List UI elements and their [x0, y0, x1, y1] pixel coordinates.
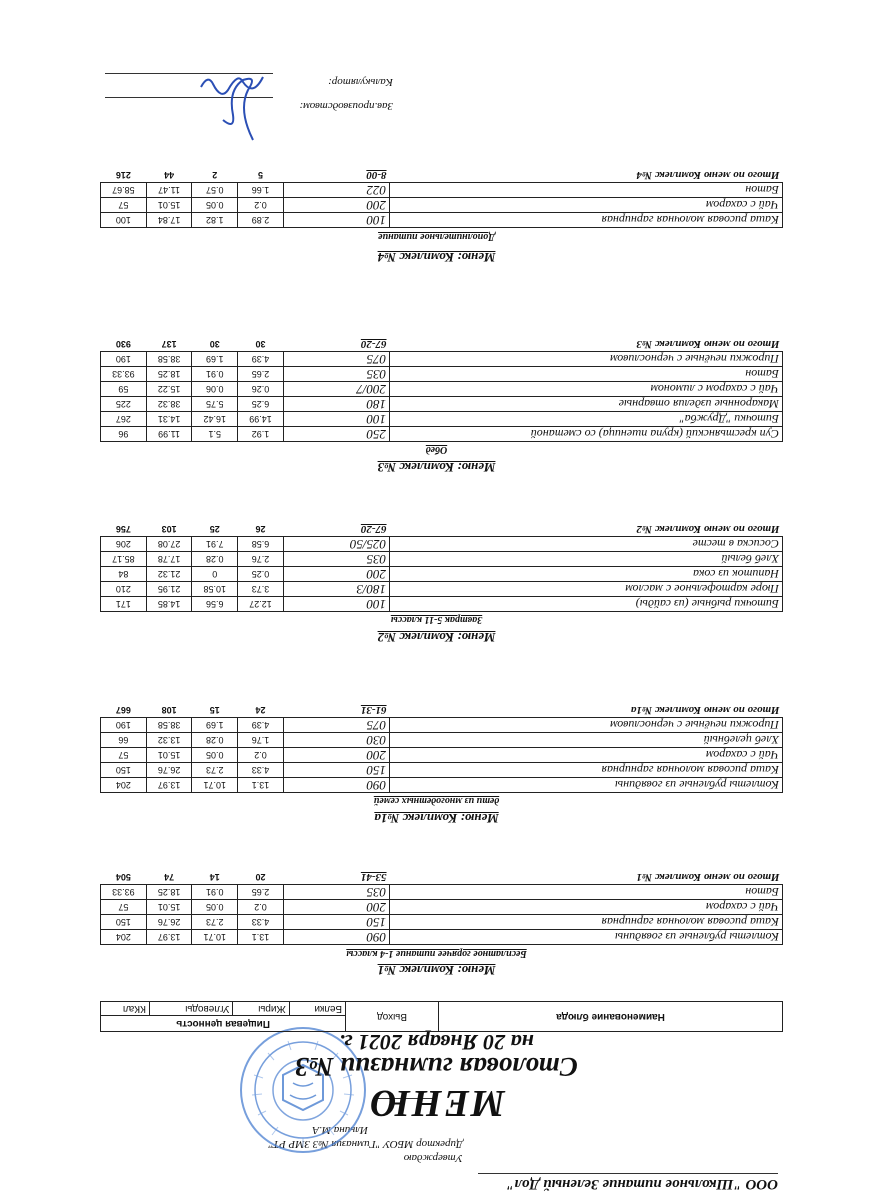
carbs-value: 38.32: [146, 397, 192, 412]
fat-value: 10.58: [192, 582, 238, 597]
dish-name: Хлеб целебный: [390, 733, 783, 748]
fat-value: 1.82: [192, 213, 238, 228]
column-fat: Жиры: [233, 1002, 289, 1016]
table-row: [101, 567, 783, 582]
dish-name: Напиток из сока: [390, 567, 783, 582]
table-row: [101, 198, 783, 213]
carbs-value: 26.76: [146, 915, 192, 930]
section-title: Меню: Комплекс №1а: [374, 811, 499, 826]
section-subtitle: Обед: [425, 444, 448, 455]
protein-value: 2.65: [238, 885, 284, 900]
protein-value: 4.33: [238, 763, 284, 778]
total-fat: 14: [192, 870, 238, 885]
fat-value: 0.06: [192, 382, 238, 397]
calculator-signature-icon: [193, 62, 273, 102]
total-protein: 30: [238, 337, 284, 352]
total-protein: 5: [238, 168, 284, 183]
column-protein: Белки: [289, 1002, 345, 1016]
dish-name: Хлеб белый: [390, 552, 783, 567]
total-row: [101, 337, 783, 352]
dish-name: Каша рисовая молочная гарнирная: [390, 915, 783, 930]
table-row: [101, 183, 783, 198]
carbs-value: 13.97: [146, 930, 192, 945]
carbs-value: 15.01: [146, 198, 192, 213]
protein-value: 0.26: [238, 382, 284, 397]
menu-table: [100, 168, 783, 228]
table-row: [101, 582, 783, 597]
carbs-value: 11.99: [146, 427, 192, 442]
menu-table: [100, 522, 783, 612]
dish-name: Биточки "Дружба": [390, 412, 783, 427]
carbs-value: 17.84: [146, 213, 192, 228]
dish-name: Сосиска в тесте: [390, 537, 783, 552]
carbs-value: 26.76: [146, 763, 192, 778]
dish-name: Каша рисовая молочная гарнирная: [390, 763, 783, 778]
approve-label: Утверждаю: [403, 1152, 463, 1164]
section-subtitle: Бесплатное горячее питание 1-4 классы: [346, 948, 527, 959]
organization-name: ООО "Школьное питание Зеленый Дол": [506, 1176, 778, 1192]
menu-table: [100, 337, 783, 442]
protein-value: 2.76: [238, 552, 284, 567]
total-row: [101, 870, 783, 885]
production-head-label: Зав.производством:: [299, 100, 393, 112]
fat-value: 0.05: [192, 900, 238, 915]
section-title: Меню: Комплекс №4: [377, 250, 496, 265]
table-row: [101, 718, 783, 733]
fat-value: 0.28: [192, 733, 238, 748]
kcal-value: 150: [101, 915, 147, 930]
section-subtitle: Дополнительное питание: [378, 231, 495, 242]
protein-value: 0.2: [238, 198, 284, 213]
fat-value: 2.73: [192, 763, 238, 778]
kcal-value: 190: [101, 352, 147, 367]
dish-output: 090: [283, 778, 389, 793]
carbs-value: 13.32: [146, 733, 192, 748]
table-row: [101, 748, 783, 763]
total-row: [101, 703, 783, 718]
fat-value: 0.05: [192, 748, 238, 763]
protein-value: 3.73: [238, 582, 284, 597]
total-protein: 26: [238, 522, 284, 537]
approver-name: Ильина М.А: [312, 1124, 368, 1136]
protein-value: 1.66: [238, 183, 284, 198]
menu-date: на 20 Января 2021 г.: [339, 1030, 534, 1055]
protein-value: 0.2: [238, 748, 284, 763]
column-output: Выход: [346, 1002, 439, 1032]
protein-value: 13.1: [238, 778, 284, 793]
fat-value: 0: [192, 567, 238, 582]
kcal-value: 206: [101, 537, 147, 552]
column-kcal: ККал: [101, 1002, 150, 1016]
kcal-value: 210: [101, 582, 147, 597]
menu-table: [100, 703, 783, 793]
fat-value: 10.71: [192, 930, 238, 945]
approver-position: Директор МБОУ "Гимназия №3 ЗМР РТ": [268, 1138, 463, 1150]
dish-output: 200/7: [283, 382, 389, 397]
dish-output: 035: [283, 552, 389, 567]
carbs-value: 38.58: [146, 352, 192, 367]
dish-output: 180/3: [283, 582, 389, 597]
kcal-value: 267: [101, 412, 147, 427]
table-row: [101, 552, 783, 567]
dish-name: Чай с сахаром: [390, 198, 783, 213]
fat-value: 0.91: [192, 885, 238, 900]
total-protein: 20: [238, 870, 284, 885]
fat-value: 7.91: [192, 537, 238, 552]
kcal-value: 100: [101, 213, 147, 228]
protein-value: 4.39: [238, 718, 284, 733]
kcal-value: 57: [101, 748, 147, 763]
fat-value: 0.91: [192, 367, 238, 382]
protein-value: 0.25: [238, 567, 284, 582]
carbs-value: 14.85: [146, 597, 192, 612]
total-kcal: 756: [101, 522, 147, 537]
kcal-value: 225: [101, 397, 147, 412]
dish-output: 100: [283, 412, 389, 427]
table-row: [101, 427, 783, 442]
page-title: МЕНЮ: [368, 1082, 505, 1124]
total-price: 53-41: [283, 870, 389, 885]
canteen-title: Столовая гимназии №3: [295, 1052, 578, 1082]
kcal-value: 57: [101, 900, 147, 915]
dish-name: Батон: [390, 183, 783, 198]
dish-name: Пирожки печёные с черносливом: [390, 718, 783, 733]
kcal-value: 204: [101, 778, 147, 793]
kcal-value: 57: [101, 198, 147, 213]
dish-output: 200: [283, 748, 389, 763]
total-label: Итого по меню Комплекс №4: [390, 168, 783, 183]
dish-output: 035: [283, 367, 389, 382]
total-price: 61-31: [283, 703, 389, 718]
fat-value: 0.57: [192, 183, 238, 198]
table-row: [101, 382, 783, 397]
carbs-value: 11.47: [146, 183, 192, 198]
dish-output: 250: [283, 427, 389, 442]
table-row: [101, 885, 783, 900]
total-label: Итого по меню Комплекс №3: [390, 337, 783, 352]
dish-output: 030: [283, 733, 389, 748]
protein-value: 4.33: [238, 915, 284, 930]
kcal-value: 204: [101, 930, 147, 945]
dish-output: 075: [283, 718, 389, 733]
carbs-value: 38.58: [146, 718, 192, 733]
column-header-table: [100, 1001, 783, 1032]
carbs-value: 17.78: [146, 552, 192, 567]
total-row: [101, 522, 783, 537]
total-price: 8-00: [283, 168, 389, 183]
table-row: [101, 352, 783, 367]
protein-value: 1.92: [238, 427, 284, 442]
table-row: [101, 930, 783, 945]
protein-value: 4.39: [238, 352, 284, 367]
section-subtitle: Завтрак 5-11 классы: [390, 614, 483, 625]
protein-value: 14.99: [238, 412, 284, 427]
total-price: 67-20: [283, 522, 389, 537]
table-row: [101, 412, 783, 427]
table-row: [101, 213, 783, 228]
kcal-value: 93.33: [101, 367, 147, 382]
carbs-value: 18.25: [146, 367, 192, 382]
protein-value: 6.25: [238, 397, 284, 412]
dish-name: Каша рисовая молочная гарнирная: [390, 213, 783, 228]
total-carbs: 44: [146, 168, 192, 183]
total-row: [101, 168, 783, 183]
total-carbs: 108: [146, 703, 192, 718]
carbs-value: 15.01: [146, 748, 192, 763]
protein-value: 2.89: [238, 213, 284, 228]
fat-value: 10.71: [192, 778, 238, 793]
dish-name: Биточки рыбные (из сайды): [390, 597, 783, 612]
total-carbs: 137: [146, 337, 192, 352]
protein-value: 1.76: [238, 733, 284, 748]
section-title: Меню: Комплекс №3: [377, 460, 496, 475]
column-nutrition: Пищевая ценность: [101, 1016, 346, 1032]
kcal-value: 84: [101, 567, 147, 582]
fat-value: 0.05: [192, 198, 238, 213]
table-row: [101, 763, 783, 778]
protein-value: 0.2: [238, 900, 284, 915]
total-price: 67-20: [283, 337, 389, 352]
dish-name: Чай с сахаром с лимоном: [390, 382, 783, 397]
carbs-value: 15.22: [146, 382, 192, 397]
menu-table: [100, 870, 783, 945]
section-title: Меню: Комплекс №2: [377, 630, 496, 645]
dish-output: 100: [283, 213, 389, 228]
dish-name: Котлеты рубленые из говядины: [390, 930, 783, 945]
carbs-value: 27.08: [146, 537, 192, 552]
total-kcal: 930: [101, 337, 147, 352]
carbs-value: 18.25: [146, 885, 192, 900]
dish-name: Пирожки печёные с черносливом: [390, 352, 783, 367]
table-row: [101, 915, 783, 930]
table-row: [101, 733, 783, 748]
dish-output: 150: [283, 915, 389, 930]
carbs-value: 21.32: [146, 567, 192, 582]
dish-name: Макаронные изделия отварные: [390, 397, 783, 412]
kcal-value: 58.67: [101, 183, 147, 198]
kcal-value: 190: [101, 718, 147, 733]
dish-output: 022: [283, 183, 389, 198]
total-kcal: 667: [101, 703, 147, 718]
column-dish-name: Наименование блюда: [439, 1002, 783, 1032]
dish-output: 200: [283, 198, 389, 213]
carbs-value: 21.95: [146, 582, 192, 597]
fat-value: 5.1: [192, 427, 238, 442]
dish-name: Батон: [390, 367, 783, 382]
dish-name: Чай с сахаром: [390, 900, 783, 915]
dish-output: 150: [283, 763, 389, 778]
table-row: [101, 367, 783, 382]
total-fat: 25: [192, 522, 238, 537]
total-fat: 2: [192, 168, 238, 183]
fat-value: 5.75: [192, 397, 238, 412]
kcal-value: 66: [101, 733, 147, 748]
kcal-value: 93.33: [101, 885, 147, 900]
column-carbs: Углеводы: [149, 1002, 232, 1016]
dish-output: 200: [283, 567, 389, 582]
table-row: [101, 597, 783, 612]
dish-output: 200: [283, 900, 389, 915]
total-fat: 15: [192, 703, 238, 718]
protein-value: 2.65: [238, 367, 284, 382]
total-carbs: 103: [146, 522, 192, 537]
protein-value: 12.27: [238, 597, 284, 612]
total-fat: 30: [192, 337, 238, 352]
dish-output: 090: [283, 930, 389, 945]
dish-output: 035: [283, 885, 389, 900]
fat-value: 0.28: [192, 552, 238, 567]
dish-output: 100: [283, 597, 389, 612]
kcal-value: 96: [101, 427, 147, 442]
calculator-label: Калькулятор:: [328, 76, 393, 88]
total-carbs: 74: [146, 870, 192, 885]
organization-underline: [478, 1173, 778, 1174]
fat-value: 1.69: [192, 718, 238, 733]
kcal-value: 85.17: [101, 552, 147, 567]
carbs-value: 14.31: [146, 412, 192, 427]
fat-value: 16.42: [192, 412, 238, 427]
dish-name: Котлеты рубленые из говядины: [390, 778, 783, 793]
dish-name: Суп крестьянский (крупа пшеница) со сметаной: [390, 427, 783, 442]
dish-name: Батон: [390, 885, 783, 900]
fat-value: 1.69: [192, 352, 238, 367]
total-label: Итого по меню Комплекс №1а: [390, 703, 783, 718]
carbs-value: 15.01: [146, 900, 192, 915]
dish-output: 180: [283, 397, 389, 412]
section-title: Меню: Комплекс №1: [377, 963, 496, 978]
dish-output: 075: [283, 352, 389, 367]
fat-value: 6.56: [192, 597, 238, 612]
carbs-value: 13.97: [146, 778, 192, 793]
table-row: [101, 778, 783, 793]
dish-name: Пюре картофельное с маслом: [390, 582, 783, 597]
protein-value: 6.58: [238, 537, 284, 552]
fat-value: 2.73: [192, 915, 238, 930]
table-row: [101, 397, 783, 412]
table-row: [101, 900, 783, 915]
total-label: Итого по меню Комплекс №1: [390, 870, 783, 885]
section-subtitle: дети из многодетных семей: [373, 795, 500, 806]
total-kcal: 504: [101, 870, 147, 885]
table-row: [101, 537, 783, 552]
total-label: Итого по меню Комплекс №2: [390, 522, 783, 537]
protein-value: 13.1: [238, 930, 284, 945]
kcal-value: 150: [101, 763, 147, 778]
dish-output: 025/50: [283, 537, 389, 552]
dish-name: Чай с сахаром: [390, 748, 783, 763]
kcal-value: 171: [101, 597, 147, 612]
total-kcal: 216: [101, 168, 147, 183]
total-protein: 24: [238, 703, 284, 718]
kcal-value: 59: [101, 382, 147, 397]
